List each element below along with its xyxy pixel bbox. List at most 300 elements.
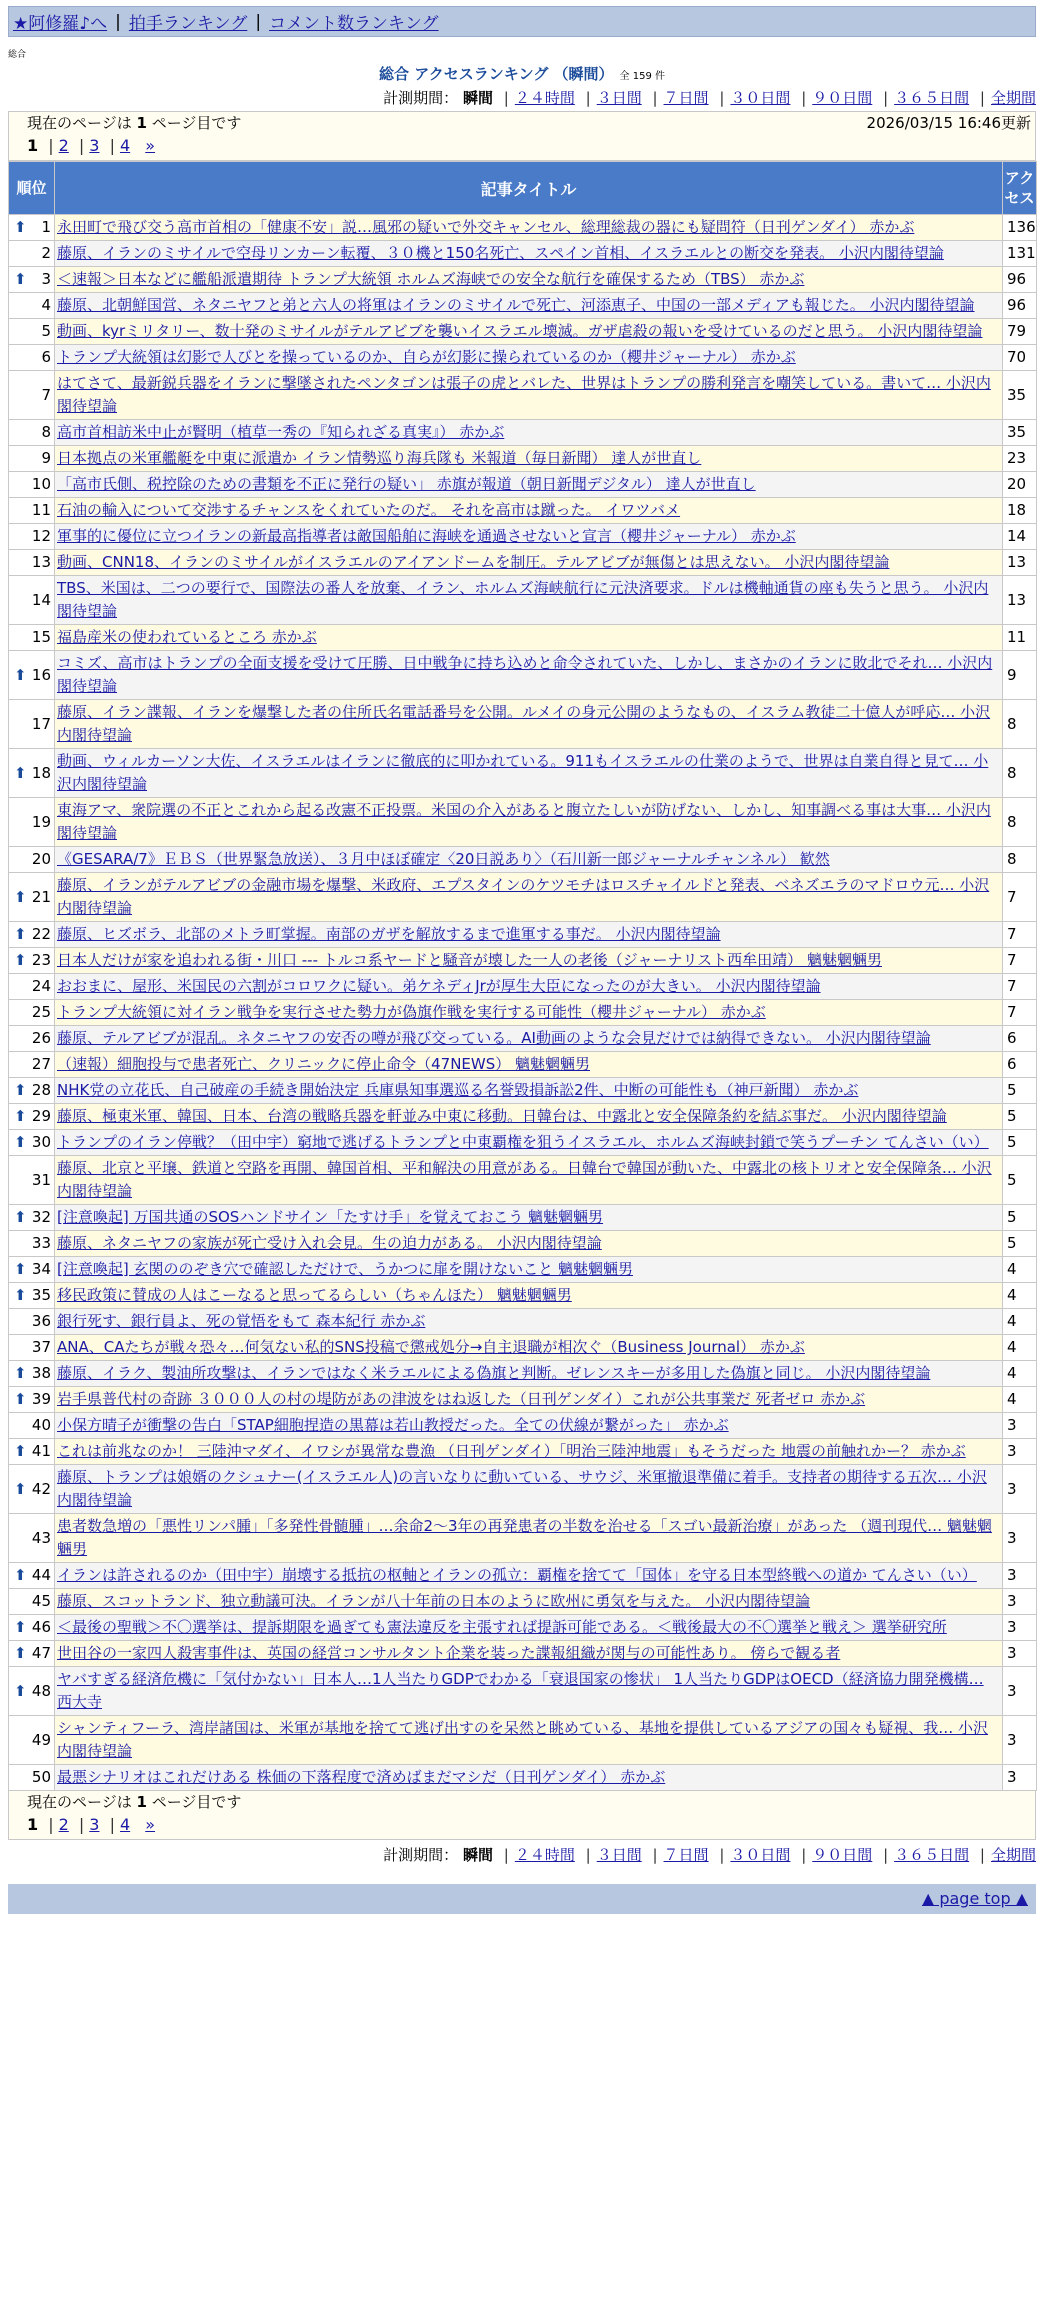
rank-cell <box>9 798 55 847</box>
period-3d[interactable]: ３日間 <box>596 89 642 107</box>
title-cell <box>55 1104 1003 1130</box>
table-row <box>9 1413 1037 1439</box>
rank-number: 49 <box>31 1730 51 1749</box>
title-cell <box>55 215 1003 241</box>
article-link[interactable]: 藤原、極東米軍、韓国、日本、台湾の戦略兵器を軒並み中東に移動。日韓台は、中露北と安全保障条約を結ぶ事だ。 小沢内閣待望論 <box>57 1107 947 1125</box>
top-nav <box>8 6 1036 37</box>
article-link[interactable]: （速報）細胞投与で患者死亡、クリニックに停止命令（47NEWS） 魑魅魍魎男 <box>57 1055 591 1073</box>
rank-number: 21 <box>31 887 51 906</box>
rank-cell <box>9 625 55 651</box>
access-count: 3 <box>1003 1716 1037 1765</box>
rank-cell <box>9 1000 55 1026</box>
article-link[interactable]: 福島産米の使われているところ 赤かぶ <box>57 628 317 646</box>
current-page-text: 現在のページは 1 ページ目です <box>27 1793 242 1811</box>
rank-cell <box>9 1387 55 1413</box>
rank-cell <box>9 1765 55 1791</box>
article-link[interactable]: 藤原、スコットランド、独立動議可決。イランが八十年前の日本のように欧州に勇気を与えた。 小沢内閣待望論 <box>57 1592 811 1610</box>
period-30d[interactable]: ３０日間 <box>730 89 791 107</box>
access-count: 4 <box>1003 1283 1037 1309</box>
access-count: 3 <box>1003 1465 1037 1514</box>
pager-link-3[interactable]: 3 <box>89 1815 100 1834</box>
ranking-table <box>8 161 1037 1791</box>
title-cell <box>55 1156 1003 1205</box>
table-row <box>9 1439 1037 1465</box>
access-count: 3 <box>1003 1563 1037 1589</box>
table-row <box>9 1026 1037 1052</box>
pager-link-2[interactable]: 2 <box>58 136 69 155</box>
article-link[interactable]: 藤原、ネタニヤフの家族が死亡受け入れ会見。生の迫力がある。 小沢内閣待望論 <box>57 1234 602 1252</box>
clap-ranking-link[interactable]: 拍手ランキング <box>128 14 248 34</box>
current-page-text: 現在のページは 1 ページ目です <box>27 114 242 132</box>
table-row <box>9 749 1037 798</box>
category-label: 総合 <box>8 50 27 60</box>
article-link[interactable]: TBS、米国は、二つの要行で、国際法の番人を放棄、イラン、ホルムズ海峡航行に元決済要求。ドルは機軸通貨の座も失うと思う。 小沢内閣待望論 <box>57 579 989 620</box>
table-row <box>9 576 1037 625</box>
article-link[interactable]: 世田谷の一家四人殺害事件は、英国の経営コンサルタント企業を装った諜報組織が関与の可能性あり。 傍らで観る者 <box>57 1644 841 1662</box>
pager-top: 1 | 2 | 3 | 4 » <box>27 136 156 155</box>
rank-cell <box>9 1514 55 1563</box>
article-link[interactable]: 移民政策に賛成の人はこーなると思ってるらしい（ちゃんほた） 魑魅魍魎男 <box>57 1286 572 1304</box>
up-arrow-icon: ⬆ <box>14 1081 27 1099</box>
title-cell <box>55 974 1003 1000</box>
access-count: 23 <box>1003 446 1037 472</box>
access-count: 9 <box>1003 651 1037 700</box>
access-count: 3 <box>1003 1615 1037 1641</box>
table-row <box>9 1387 1037 1413</box>
rank-number: 19 <box>31 812 51 831</box>
rank-cell <box>9 1156 55 1205</box>
access-count: 5 <box>1003 1130 1037 1156</box>
rank-cell <box>9 472 55 498</box>
table-row <box>9 1205 1037 1231</box>
rank-number: 42 <box>31 1479 51 1498</box>
title-cell <box>55 1052 1003 1078</box>
title-cell <box>55 798 1003 847</box>
rank-cell <box>9 847 55 873</box>
article-link[interactable]: 《GESARA/7》ＥＢＳ（世界緊急放送）、３月中ほぼ確定〈20日説あり〉（石川新一郎ジャーナルチャンネル） 歓然 <box>57 850 830 868</box>
rank-number: 27 <box>31 1055 51 1073</box>
access-count: 96 <box>1003 293 1037 319</box>
article-link[interactable]: 東海アマ、衆院選の不正とこれから起る改憲不正投票。米国の介入があると腹立たしいが防げない、しかし、知事調べる事は大事… 小沢内閣待望論 <box>57 801 991 842</box>
title-cell <box>55 1765 1003 1791</box>
article-link[interactable]: 藤原、イランがテルアビブの金融市場を爆撃、米政府、エプスタインのケツモチはロスチャイルドと発表、ベネズエラのマドロウ元… 小沢内閣待望論 <box>57 876 990 917</box>
title-cell <box>55 1335 1003 1361</box>
period-365d[interactable]: ３６５日間 <box>894 1846 970 1864</box>
article-link[interactable]: イランは許されるのか（田中宇）崩壊する抵抗の枢軸とイランの孤立：覇権を捨てて「国体」を守る日本型終戦への道か てんさい（い） <box>57 1566 977 1584</box>
title-cell <box>55 1309 1003 1335</box>
up-arrow-icon: ⬆ <box>14 1644 27 1662</box>
table-row <box>9 1156 1037 1205</box>
rank-number: 38 <box>31 1364 51 1382</box>
access-count: 5 <box>1003 1231 1037 1257</box>
rank-cell <box>9 1130 55 1156</box>
rank-number: 8 <box>41 423 51 441</box>
rank-number: 11 <box>31 501 51 519</box>
table-header-row <box>9 162 1037 215</box>
access-count: 3 <box>1003 1439 1037 1465</box>
access-count: 11 <box>1003 625 1037 651</box>
title-cell <box>55 241 1003 267</box>
article-link[interactable]: 藤原、ヒズボラ、北部のメトラ町掌握。南部のガザを解放するまで進軍する事だ。 小沢内閣待望論 <box>57 925 721 943</box>
article-link[interactable]: ＜速報＞日本などに艦船派遣期待 トランプ大統領 ホルムズ海峡での安全な航行を確保するため（TBS） 赤かぶ <box>57 270 805 288</box>
up-arrow-icon: ⬆ <box>14 925 27 943</box>
access-count: 4 <box>1003 1309 1037 1335</box>
rank-number: 17 <box>31 714 51 733</box>
rank-cell <box>9 371 55 420</box>
rank-cell <box>9 215 55 241</box>
access-count: 5 <box>1003 1104 1037 1130</box>
access-count: 3 <box>1003 1413 1037 1439</box>
comment-ranking-link[interactable]: コメント数ランキング <box>269 14 439 34</box>
article-link[interactable]: ANA、CAたちが戦々恐々…何気ない私的SNS投稿で懲戒処分→自主退職が相次ぐ（Business Journal） 赤かぶ <box>57 1338 805 1356</box>
period-90d[interactable]: ９０日間 <box>812 89 873 107</box>
rank-cell <box>9 700 55 749</box>
period-30d[interactable]: ３０日間 <box>730 1846 791 1864</box>
rank-number: 44 <box>31 1566 51 1584</box>
up-arrow-icon: ⬆ <box>14 218 27 236</box>
nav-separator: | <box>255 11 262 32</box>
up-arrow-icon: ⬆ <box>14 1479 27 1498</box>
up-arrow-icon: ⬆ <box>14 665 27 684</box>
article-link[interactable]: 藤原、テルアビブが混乱。ネタニヤフの安否の噂が飛び交っている。AI動画のような会見だけでは納得できない。 小沢内閣待望論 <box>57 1029 931 1047</box>
article-link[interactable]: 小保方晴子が衝撃の告白「STAP細胞捏造の黒幕は若山教授だった。全ての伏線が繋がった」 赤かぶ <box>57 1416 729 1434</box>
title-cell <box>55 371 1003 420</box>
table-row <box>9 1309 1037 1335</box>
access-count: 13 <box>1003 550 1037 576</box>
rank-number: 28 <box>31 1081 51 1099</box>
page-title <box>0 63 1044 85</box>
title-cell <box>55 1026 1003 1052</box>
table-row <box>9 700 1037 749</box>
article-link[interactable]: 岩手県普代村の奇跡 ３０００人の村の堤防があの津波をはね返した（日刊ゲンダイ）これが公共事業だ 死者ゼロ 赤かぶ <box>57 1390 866 1408</box>
access-count: 7 <box>1003 1000 1037 1026</box>
up-arrow-icon: ⬆ <box>14 1618 27 1636</box>
table-row <box>9 974 1037 1000</box>
rank-number: 16 <box>31 665 51 684</box>
table-row <box>9 241 1037 267</box>
period-24h[interactable]: ２４時間 <box>514 1846 575 1864</box>
table-row <box>9 550 1037 576</box>
access-count: 18 <box>1003 498 1037 524</box>
access-count: 8 <box>1003 847 1037 873</box>
title-cell <box>55 1078 1003 1104</box>
period-90d[interactable]: ９０日間 <box>812 1846 873 1864</box>
article-link[interactable]: 動画、ウィルカーソン大佐、イスラエルはイランに徹底的に叩かれている。911もイスラエルの仕業のようで、世界は自業自得と見て… 小沢内閣待望論 <box>57 752 989 793</box>
article-link[interactable]: 銀行死す、銀行員よ、死の覚悟をもて 森本紀行 赤かぶ <box>57 1312 426 1330</box>
access-count: 4 <box>1003 1257 1037 1283</box>
header-count: アクセス <box>1003 162 1037 215</box>
access-count: 6 <box>1003 1052 1037 1078</box>
table-row <box>9 1667 1037 1716</box>
table-row <box>9 446 1037 472</box>
access-count: 136 <box>1003 215 1037 241</box>
title-cell <box>55 948 1003 974</box>
title-cell <box>55 293 1003 319</box>
rank-cell <box>9 498 55 524</box>
home-link[interactable]: ★阿修羅♪へ <box>13 14 108 34</box>
rank-cell <box>9 420 55 446</box>
table-row <box>9 420 1037 446</box>
period-7d[interactable]: ７日間 <box>663 89 709 107</box>
rank-cell <box>9 974 55 1000</box>
page-top-link[interactable]: ▲ page top ▲ <box>921 1889 1028 1908</box>
table-row <box>9 472 1037 498</box>
rank-number: 1 <box>41 218 51 236</box>
access-count: 79 <box>1003 319 1037 345</box>
rank-cell <box>9 873 55 922</box>
rank-cell <box>9 1439 55 1465</box>
up-arrow-icon: ⬆ <box>14 1208 27 1226</box>
nav-separator: | <box>115 11 121 32</box>
up-arrow-icon: ⬆ <box>14 1286 27 1304</box>
table-row <box>9 1231 1037 1257</box>
article-link[interactable]: 動画、CNN18、イランのミサイルがイスラエルのアイアンドームを制圧。テルアビブが無傷とは思えない。 小沢内閣待望論 <box>57 553 890 571</box>
pager-next[interactable]: » <box>145 1815 156 1834</box>
title-cell <box>55 498 1003 524</box>
access-count: 7 <box>1003 948 1037 974</box>
title-cell <box>55 1283 1003 1309</box>
table-row <box>9 1078 1037 1104</box>
access-count: 4 <box>1003 1387 1037 1413</box>
rank-number: 23 <box>31 951 51 969</box>
rank-cell <box>9 651 55 700</box>
rank-number: 3 <box>41 270 51 288</box>
rank-cell <box>9 1205 55 1231</box>
rank-number: 32 <box>31 1208 51 1226</box>
title-cell <box>55 267 1003 293</box>
title-cell <box>55 700 1003 749</box>
period-7d[interactable]: ７日間 <box>663 1846 709 1864</box>
title-cell <box>55 1589 1003 1615</box>
rank-cell <box>9 922 55 948</box>
rank-number: 2 <box>41 244 51 262</box>
rank-cell <box>9 1465 55 1514</box>
access-count: 3 <box>1003 1667 1037 1716</box>
rank-number: 22 <box>31 925 51 943</box>
title-cell <box>55 1439 1003 1465</box>
rank-number: 25 <box>31 1003 51 1021</box>
up-arrow-icon: ⬆ <box>14 887 27 906</box>
table-row <box>9 1615 1037 1641</box>
rank-cell <box>9 1361 55 1387</box>
rank-cell <box>9 293 55 319</box>
table-row <box>9 1765 1037 1791</box>
rank-cell <box>9 1026 55 1052</box>
table-row <box>9 873 1037 922</box>
rank-number: 36 <box>31 1312 51 1330</box>
rank-number: 48 <box>31 1681 51 1700</box>
table-row <box>9 293 1037 319</box>
article-link[interactable]: 石油の輸入について交渉するチャンスをくれていたのだ。 それを高市は蹴った。 イワツバメ <box>57 501 681 519</box>
rank-cell <box>9 1589 55 1615</box>
article-link[interactable]: [注意喚起] 玄関ののぞき穴で確認しただけで、うかつに扉を開けないこと 魑魅魍魎男 <box>57 1260 633 1278</box>
up-arrow-icon: ⬆ <box>14 1133 27 1151</box>
header-rank: 順位 <box>9 162 55 215</box>
period-all[interactable]: 全期間 <box>990 89 1036 107</box>
title-cell <box>55 576 1003 625</box>
rank-number: 9 <box>41 449 51 467</box>
pager-link-4[interactable]: 4 <box>119 136 131 155</box>
article-link[interactable]: 永田町で飛び交う高市首相の「健康不安」説…風邪の疑いで外交キャンセル、総理総裁の器にも疑問符（日刊ゲンダイ） 赤かぶ <box>57 218 915 236</box>
article-link[interactable]: 藤原、北京と平壌、鉄道と空路を再開、韓国首相、平和解決の用意がある。日韓台で韓国が動いた、中露北の核トリオと安全保障条… 小沢内閣待望論 <box>57 1159 992 1200</box>
rank-number: 41 <box>31 1442 51 1460</box>
rank-number: 39 <box>31 1390 51 1408</box>
article-link[interactable]: ＜最後の聖戦＞不〇選挙は、提訴期限を過ぎても憲法違反を主張すれば提訴可能である。＜戦後最大の不〇選挙と戦え＞ 選挙研究所 <box>57 1618 947 1636</box>
updated-timestamp: 2026/03/15 16:46更新 <box>866 114 1031 132</box>
article-link[interactable]: 高市首相訪米中止が賢明（植草一秀の『知られざる真実』） 赤かぶ <box>57 423 505 441</box>
article-link[interactable]: 日本拠点の米軍艦艇を中東に派遣か イラン情勢巡り海兵隊も 米報道（毎日新聞） 達人が世直し <box>57 449 702 467</box>
rank-cell <box>9 550 55 576</box>
article-link[interactable]: 藤原、イラク、製油所攻撃は、イランではなく米ラエルによる偽旗と判断。ゼレンスキーが多用した偽旗と同じ。 小沢内閣待望論 <box>57 1364 931 1382</box>
table-row <box>9 1130 1037 1156</box>
pager-bottom: 1 | 2 | 3 | 4 » <box>27 1815 156 1834</box>
rank-number: 26 <box>31 1029 51 1047</box>
up-arrow-icon: ⬆ <box>14 1442 27 1460</box>
table-row <box>9 1514 1037 1563</box>
up-arrow-icon: ⬆ <box>14 270 27 288</box>
access-count: 20 <box>1003 472 1037 498</box>
title-cell <box>55 345 1003 371</box>
table-row <box>9 798 1037 847</box>
access-count: 7 <box>1003 974 1037 1000</box>
period-current: 瞬間 <box>462 1846 493 1864</box>
title-cell <box>55 651 1003 700</box>
rank-number: 47 <box>31 1644 51 1662</box>
rank-cell <box>9 576 55 625</box>
period-current: 瞬間 <box>462 89 493 107</box>
article-link[interactable]: シャンティフーラ、湾岸諸国は、米軍が基地を捨てて逃げ出すのを呆然と眺めている、基地を提供しているアジアの国々も疑視、我… 小沢内閣待望論 <box>57 1719 989 1760</box>
article-link[interactable]: 患者数急増の「悪性リンパ腫」「多発性骨髄腫」…余命2～3年の再発患者の半数を治せる「スゴい最新治療」があった （週刊現代… 魑魅魍魎男 <box>57 1517 992 1558</box>
period-365d[interactable]: ３６５日間 <box>894 89 970 107</box>
period-3d[interactable]: ３日間 <box>596 1846 642 1864</box>
table-row <box>9 1052 1037 1078</box>
rank-cell <box>9 524 55 550</box>
rank-cell <box>9 1667 55 1716</box>
access-count: 5 <box>1003 1156 1037 1205</box>
table-row <box>9 524 1037 550</box>
article-link[interactable]: ヤバすぎる経済危機に「気付かない」日本人…1人当たりGDPでわかる「衰退国家の惨状」 1人当たりGDPはOECD（経済協力開発機構… 西大寺 <box>57 1670 984 1711</box>
article-link[interactable]: 藤原、北朝鮮国営、ネタニヤフと弟と六人の将軍はイランのミサイルで死亡、河添恵子、中国の一部メディアも報じた。 小沢内閣待望論 <box>57 296 975 314</box>
article-link[interactable]: はてさて、最新鋭兵器をイランに撃墜されたペンタゴンは張子の虎とバレた、世界はトランプの勝利発言を嘲笑している。書いて… 小沢内閣待望論 <box>57 374 991 415</box>
rank-number: 4 <box>41 296 51 314</box>
title-cell <box>55 1361 1003 1387</box>
title-cell <box>55 625 1003 651</box>
article-link[interactable]: 日本人だけが家を追われる街・川口 --- トルコ系ヤードと騒音が壊した一人の老後（ジャーナリスト西牟田靖） 魑魅魍魎男 <box>57 951 882 969</box>
up-arrow-icon: ⬆ <box>14 1390 27 1408</box>
title-cell <box>55 1387 1003 1413</box>
table-row <box>9 1589 1037 1615</box>
pager-link-3[interactable]: 3 <box>89 136 100 155</box>
table-row <box>9 1257 1037 1283</box>
up-arrow-icon: ⬆ <box>14 1260 27 1278</box>
access-count: 96 <box>1003 267 1037 293</box>
article-link[interactable]: 「高市氏側、税控除のための書類を不正に発行の疑い」 赤旗が報道（朝日新聞デジタル） 達人が世直し <box>57 475 756 493</box>
footer-bar <box>8 1884 1036 1914</box>
pager-link-2[interactable]: 2 <box>58 1815 69 1834</box>
rank-number: 34 <box>31 1260 51 1278</box>
access-count: 4 <box>1003 1361 1037 1387</box>
access-count: 7 <box>1003 873 1037 922</box>
table-row <box>9 1465 1037 1514</box>
access-count: 13 <box>1003 576 1037 625</box>
rank-number: 18 <box>31 763 51 782</box>
article-link[interactable]: おおまに、屋形、米国民の六割がコロワクに疑い。弟ケネディJrが厚生大臣になったのが大きい。 小沢内閣待望論 <box>57 977 821 995</box>
pager-link-4[interactable]: 4 <box>119 1815 131 1834</box>
rank-number: 30 <box>31 1133 51 1151</box>
table-row <box>9 847 1037 873</box>
rank-cell <box>9 1413 55 1439</box>
up-arrow-icon: ⬆ <box>14 1566 27 1584</box>
rank-cell <box>9 948 55 974</box>
rank-number: 29 <box>31 1107 51 1125</box>
rank-number: 5 <box>41 322 51 340</box>
period-selector-bottom: 計測期間： 瞬間 | ２４時間 | ３日間 | ７日間 | ３０日間 | ９０日間 | ３６５日間 | 全期間 <box>383 1846 1036 1864</box>
table-row <box>9 267 1037 293</box>
rank-number: 37 <box>31 1338 51 1356</box>
period-24h[interactable]: ２４時間 <box>514 89 575 107</box>
article-link[interactable]: これは前兆なのか！ 三陸沖マダイ、イワシが異常な豊漁 （日刊ゲンダイ）「明治三陸沖地震」もそうだった 地震の前触れかー？ 赤かぶ <box>57 1442 966 1460</box>
rank-cell <box>9 1257 55 1283</box>
table-row <box>9 922 1037 948</box>
table-row <box>9 1000 1037 1026</box>
title-cell <box>55 873 1003 922</box>
table-row <box>9 215 1037 241</box>
article-link[interactable]: コミズ、高市はトランプの全面支援を受けて圧勝、日中戦争に持ち込めと命令されていた、しかし、まさかのイランに敗北でそれ… 小沢内閣待望論 <box>57 654 993 695</box>
rank-number: 46 <box>31 1618 51 1636</box>
pager-current: 1 <box>27 1815 39 1834</box>
rank-number: 45 <box>31 1592 51 1610</box>
access-count: 7 <box>1003 922 1037 948</box>
rank-number: 50 <box>31 1768 51 1786</box>
article-link[interactable]: 藤原、イラン諜報、イランを爆撃した者の住所氏名電話番号を公開。ルメイの身元公開のようなもの、イスラム教徒二十億人が呼応… 小沢内閣待望論 <box>57 703 991 744</box>
up-arrow-icon: ⬆ <box>14 763 27 782</box>
up-arrow-icon: ⬆ <box>14 1681 27 1700</box>
article-link[interactable]: 軍事的に優位に立つイランの新最高指導者は敵国船舶に海峡を通過させないと宣言（櫻井ジャーナル） 赤かぶ <box>57 527 796 545</box>
article-link[interactable]: トランプ大統領は幻影で人びとを操っているのか、自らが幻影に操られているのか（櫻井ジャーナル） 赤かぶ <box>57 348 796 366</box>
article-link[interactable]: [注意喚起] 万国共通のSOSハンドサイン「たすけ手」を覚えておこう 魑魅魍魎男 <box>57 1208 604 1226</box>
rank-cell <box>9 1078 55 1104</box>
title-cell <box>55 524 1003 550</box>
rank-number: 12 <box>31 527 51 545</box>
article-link[interactable]: 最悪シナリオはこれだけある 株価の下落程度で済めばまだマシだ（日刊ゲンダイ） 赤かぶ <box>57 1768 666 1786</box>
article-link[interactable]: 藤原、トランプは娘婿のクシュナー(イスラエル人)の言いなりに動いている、サウジ、米軍撤退準備に着手。支持者の期待する五次… 小沢内閣待望論 <box>57 1468 987 1509</box>
rank-cell <box>9 1283 55 1309</box>
rank-cell <box>9 1309 55 1335</box>
title-cell <box>55 446 1003 472</box>
period-selector-top: 計測期間： 瞬間 | ２４時間 | ３日間 | ７日間 | ３０日間 | ９０日間 | ３６５日間 | 全期間 <box>383 89 1036 107</box>
table-row <box>9 1104 1037 1130</box>
article-link[interactable]: NHK党の立花氏、自己破産の手続き開始決定 兵庫県知事選巡る名誉毀損訴訟2件、中断の可能性も（神戸新聞） 赤かぶ <box>57 1081 859 1099</box>
access-count: 8 <box>1003 798 1037 847</box>
title-cell <box>55 1000 1003 1026</box>
rank-number: 43 <box>31 1528 51 1547</box>
period-all[interactable]: 全期間 <box>990 1846 1036 1864</box>
table-row <box>9 371 1037 420</box>
table-row <box>9 1563 1037 1589</box>
pager-next[interactable]: » <box>145 136 156 155</box>
rank-cell <box>9 1641 55 1667</box>
article-link[interactable]: 動画、kyrミリタリー、数十発のミサイルがテルアビブを襲いイスラエル壊滅。ガザ虐殺の報いを受けているのだと思う。 小沢内閣待望論 <box>57 322 983 340</box>
title-cell <box>55 1257 1003 1283</box>
title-cell <box>55 1413 1003 1439</box>
article-link[interactable]: トランプ大統領に対イラン戦争を実行させた勢力が偽旗作戦を実行する可能性（櫻井ジャーナル） 赤かぶ <box>57 1003 766 1021</box>
rank-number: 24 <box>31 977 51 995</box>
article-link[interactable]: 藤原、イランのミサイルで空母リンカーン転覆、３０機と150名死亡、スペイン首相、イスラエルとの断交を発表。 小沢内閣待望論 <box>57 244 944 262</box>
article-link[interactable]: トランプのイラン停戦？（田中宇）窮地で逃げるトランプと中東覇権を狙うイスラエル、ホルムズ海峡封鎖で笑うプーチン てんさい（い） <box>57 1133 989 1151</box>
title-cell <box>55 1514 1003 1563</box>
rank-cell <box>9 267 55 293</box>
title-cell <box>55 472 1003 498</box>
